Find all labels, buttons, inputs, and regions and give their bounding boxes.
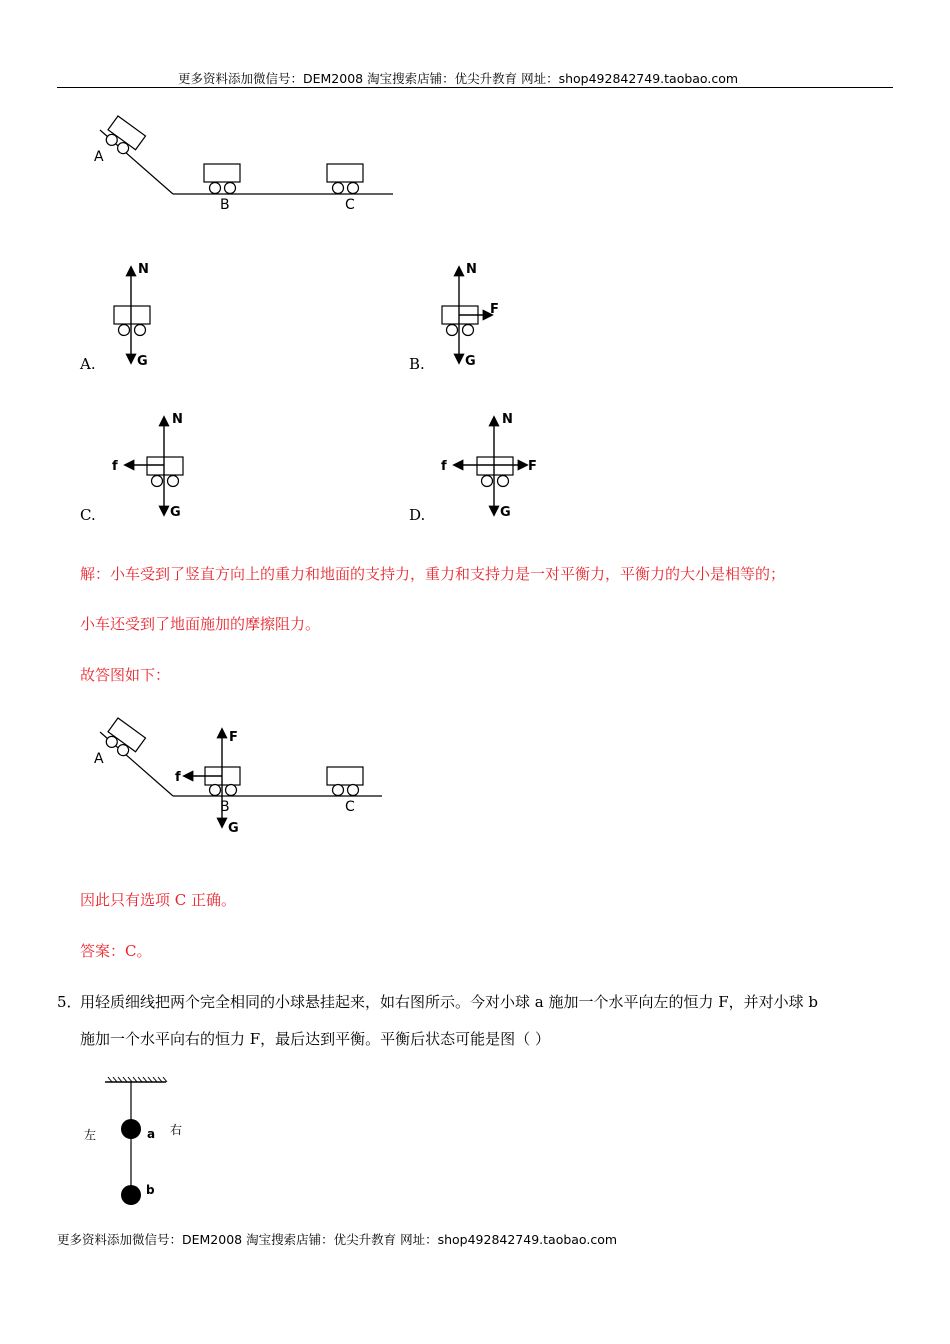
option-a-top-label: N	[138, 262, 149, 277]
label-c: C	[345, 197, 355, 213]
option-c-bottom-label: G	[170, 505, 181, 520]
solution-conclusion: 因此只有选项 C 正确。	[80, 891, 237, 909]
solution-line-2: 小车还受到了地面施加的摩擦阻力。	[80, 615, 321, 633]
option-b-bottom-label: G	[465, 354, 476, 369]
option-b-right-label: F	[490, 302, 499, 317]
ball-b	[121, 1185, 141, 1205]
answer-label-c: C	[345, 799, 355, 815]
header-rule	[57, 87, 893, 88]
cart-c	[327, 164, 363, 194]
option-a-letter: A.	[80, 355, 96, 373]
answer-cart-c	[327, 767, 363, 796]
option-d-top-label: N	[502, 412, 513, 427]
option-b-letter: B.	[409, 355, 425, 373]
question-5-line-2: 施加一个水平向右的恒力 F，最后达到平衡。平衡后状态可能是图（ ）	[80, 1030, 550, 1048]
answer-cart-a	[101, 718, 145, 761]
option-d-bottom-label: G	[500, 505, 511, 520]
right-label: 右	[170, 1123, 183, 1137]
option-c-diagram	[110, 408, 200, 523]
option-c-letter: C.	[80, 506, 96, 524]
scene-figure	[80, 100, 410, 220]
label-b: B	[220, 197, 230, 213]
answer-force-down: G	[228, 821, 239, 836]
pendulum-figure	[80, 1075, 200, 1215]
option-c-top-label: N	[172, 412, 183, 427]
ball-b-label: b	[146, 1183, 155, 1197]
option-b-top-label: N	[466, 262, 477, 277]
cart-a	[101, 116, 145, 159]
option-d-diagram	[438, 408, 548, 523]
solution-line-1: 解：小车受到了竖直方向上的重力和地面的支持力，重力和支持力是一对平衡力，平衡力的大小是相等的；	[80, 565, 786, 583]
answer-figure	[80, 705, 410, 840]
solution-answer: 答案：C。	[80, 942, 152, 960]
answer-label-a: A	[94, 751, 104, 767]
solution-line-3: 故答图如下：	[80, 666, 171, 684]
page-header: 更多资料添加微信号：DEM2008 淘宝搜索店铺：优尖升教育 网址：shop492842749.taobao.com	[178, 71, 739, 86]
page-footer: 更多资料添加微信号：DEM2008 淘宝搜索店铺：优尖升教育 网址：shop492842749.taobao.com	[57, 1232, 618, 1247]
cart-b	[204, 164, 240, 194]
option-a-diagram	[100, 258, 180, 373]
ball-a	[121, 1119, 141, 1139]
left-label: 左	[84, 1128, 97, 1142]
option-d-left-label: f	[441, 459, 447, 474]
option-c-left-label: f	[112, 459, 118, 474]
answer-label-b: B	[220, 799, 230, 815]
option-d-right-label: F	[528, 459, 537, 474]
option-a-bottom-label: G	[137, 354, 148, 369]
option-b-diagram	[428, 258, 518, 373]
answer-force-left: f	[175, 770, 181, 785]
option-d-letter: D.	[409, 506, 426, 524]
label-a: A	[94, 149, 104, 165]
question-5-line-1: 用轻质细线把两个完全相同的小球悬挂起来，如右图所示。今对小球 a 施加一个水平向左的恒力 F，并对小球 b	[80, 993, 819, 1011]
answer-force-up: F	[229, 730, 238, 745]
ball-a-label: a	[147, 1127, 156, 1141]
question-5-number: 5．	[57, 993, 82, 1011]
